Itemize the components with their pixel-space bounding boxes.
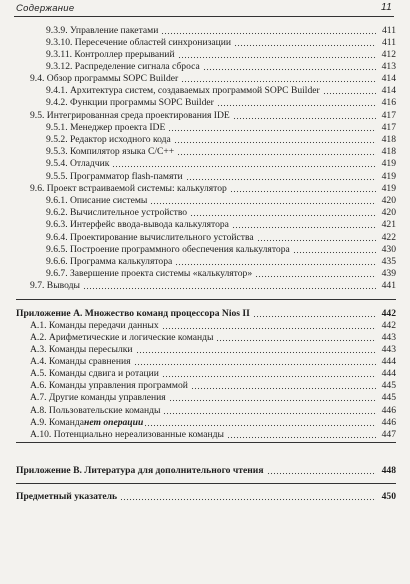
toc-entry-text: 9.4.2. Функции программы SOPC Builder [46,97,214,108]
toc-entry [0,157,410,170]
toc-entry-page: 446 [381,405,396,416]
toc-entry-text: 9.3.11. Контроллер прерываний [46,49,175,60]
toc-entry-page: 418 [381,134,396,145]
toc-entry-text: А.10. Потенциально нереализованные команды [30,429,224,440]
toc-entry-text: 9.5. Интегрированная среда проектирования IDE [30,110,230,121]
toc-entry [0,391,410,404]
toc-entry [0,279,410,292]
toc-entry [0,96,410,109]
toc-entry-title [46,96,214,109]
toc-entry-text: 9.4. Обзор программы SOPC Builder [30,73,179,84]
toc-entry-page: 412 [381,49,396,60]
dot-leader [217,96,376,109]
running-header-title: Содержание [16,3,75,14]
toc-entry-text: 9.6.5. Построение программного обеспечения калькулятора [46,244,290,255]
toc-entry-page: 430 [381,244,396,255]
toc-entry-text: 9.5.4. Отладчик [46,158,110,169]
toc-entry-text: А.3. Команды пересылки [30,344,133,355]
toc-entry-text: 9.6.4. Проектирование вычислительного устойства [46,232,254,243]
toc-entry-emphasis: нет операции [84,417,144,428]
toc-entry-page: 445 [381,392,396,403]
toc-entry-text: 9.3.12. Распределение сигнала сброса [46,61,200,72]
toc-entry-page: 419 [381,158,396,169]
toc-entry-title [16,490,117,503]
toc-entry-page: 419 [381,183,396,194]
toc-entry-page: 422 [381,232,396,243]
toc-entry-title [30,428,224,441]
dot-leader [169,391,376,404]
toc-entry-text: 9.5.1. Менеджер проекта IDE [46,122,166,133]
toc-entry-text: 9.6.3. Интерфейс ввода-вывода калькулятора [46,219,229,230]
toc-entry-page: 442 [381,308,396,319]
section-divider [16,442,396,443]
section-divider [16,299,396,300]
toc-entry-page: 450 [381,491,396,502]
section-divider [16,483,396,484]
toc-entry [0,218,410,231]
toc-entry-text: А.4. Команды сравнения [30,356,131,367]
toc-entry-page: 435 [381,256,396,267]
page-number: 11 [381,2,392,13]
toc-entry [0,428,410,441]
toc-entry-text: А.8. Пользовательские команды [30,405,161,416]
toc-entry-text: 9.5.3. Компилятор языка C/C++ [46,146,175,157]
toc-entry-title [46,157,109,170]
toc-entry-text: 9.7. Выводы [30,280,80,291]
toc-entry-text: А.1. Команды передачи данных [30,320,159,331]
toc-entry-title [30,279,80,292]
toc-entry-page: 416 [381,97,396,108]
dot-leader [83,279,376,292]
toc-entry-page: 447 [381,429,396,440]
toc-entry-page: 411 [381,37,396,48]
toc-entry-text: 9.6.1. Описание системы [46,195,148,206]
toc-entry-text: Предметный указатель [16,491,118,502]
toc-entry-page: 442 [381,320,396,331]
toc-entry-page: 448 [381,465,396,476]
toc-entry-text: 9.3.10. Пересечение областей синхронизации [46,37,232,48]
running-header [14,2,394,17]
toc-entry-page: 443 [381,332,396,343]
toc-entry-page: 445 [381,380,396,391]
toc-entry-text: Приложение А. Множество команд процессора Nios II [16,308,250,319]
toc-entry-text: А.6. Команды управления программой [30,380,188,391]
toc-entry [0,490,410,503]
toc-entry-text: 9.4.1. Архитектура систем, создаваемых программой SOPC Builder [46,85,320,96]
toc-entry-text: 9.3.9. Управление пакетами [46,25,159,36]
toc-entry-page: 439 [381,268,396,279]
toc-entry-text: Приложение В. Литература для дополнительного чтения [16,465,264,476]
toc-entry-page: 414 [381,85,396,96]
toc-entry-text: 9.6.6. Программа калькулятора [46,256,173,267]
dot-leader [227,428,376,441]
toc-entry-text: А.5. Команды сдвига и ротации [30,368,159,379]
toc-entry-title [16,464,264,477]
toc-entry-text: А.7. Другие команды управления [30,392,166,403]
toc-entry-text: 9.6. Проект встраиваемой системы: калькулятор [30,183,227,194]
toc-entry-page: 444 [381,356,396,367]
toc-entry-page: 446 [381,417,396,428]
toc-entry-page: 419 [381,171,396,182]
toc-entry-page: 420 [381,195,396,206]
toc-entry-text: 9.5.5. Программатор flash-памяти [46,171,183,182]
dot-leader [232,218,376,231]
toc-entry-text: 9.6.2. Вычислительное устройство [46,207,188,218]
toc-entry [0,464,410,477]
toc-entry-page: 444 [381,368,396,379]
toc-entry-page: 413 [381,61,396,72]
toc-entry-page: 411 [381,25,396,36]
dot-leader [120,490,376,503]
dot-leader [112,157,376,170]
toc-entry-page: 414 [381,73,396,84]
toc-entry-text: А.2. Арифметические и логические команды [30,332,214,343]
toc-entry-page: 417 [381,110,396,121]
toc-entry-page: 420 [381,207,396,218]
toc-entry-page: 417 [381,122,396,133]
toc-entry-title [30,391,166,404]
dot-leader [267,464,376,477]
toc-entry-page: 421 [381,219,396,230]
toc-entry-text: 9.5.2. Редактор исходного кода [46,134,171,145]
toc-entry-text: А.9. Команда [30,417,84,428]
toc-entry-page: 418 [381,146,396,157]
toc-entry-text: 9.6.7. Завершение проекта системы «калькулятор» [46,268,253,279]
toc-entry-page: 443 [381,344,396,355]
toc-entry-title [46,218,229,231]
toc-entry-page: 441 [381,280,396,291]
